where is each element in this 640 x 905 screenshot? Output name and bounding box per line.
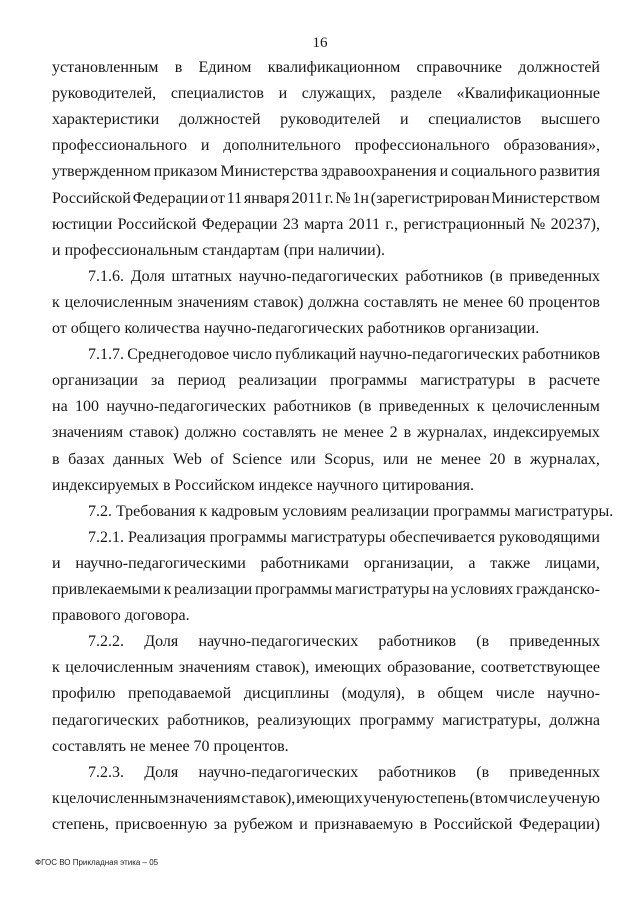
text-line: составлять не менее 70 процентов.	[52, 737, 289, 755]
text-line: правового договора.	[52, 607, 190, 625]
text-line: 7.2.2. Доля научно-педагогических работников (в приведенных	[88, 633, 600, 651]
text-line: 7.2.3. Доля научно-педагогических работников (в приведенных	[88, 763, 600, 781]
text-line: педагогических работников, реализующих программу магистратуры, должна	[52, 711, 600, 729]
text-line: 7.1.6. Доля штатных научно-педагогических работников (в приведенных	[88, 267, 600, 285]
text-line: 7.2. Требования к кадровым условиям реализации программы магистратуры.	[88, 502, 614, 520]
text-line: к целочисленным значениям ставок), имеющих ученую степень (в том числе ученую	[52, 789, 600, 807]
text-line: и профессиональным стандартам (при наличии).	[52, 241, 385, 259]
text-line: на 100 научно-педагогических работников (в приведенных к целочисленным	[52, 398, 600, 416]
text-line: юстиции Российской Федерации 23 марта 2011 г., регистрационный № 20237),	[52, 215, 600, 233]
text-line: в базах данных Web of Science или Scopus, или не менее 20 в журналах,	[52, 450, 600, 468]
text-line: степень, присвоенную за рубежом и признаваемую в Российской Федерации)	[52, 815, 600, 833]
text-line: характеристики должностей руководителей и специалистов высшего	[52, 111, 600, 129]
text-line: значениям ставок) должно составлять не менее 2 в журналах, индексируемых	[52, 424, 600, 442]
text-line: установленным в Едином квалификационном справочнике должностей	[52, 59, 600, 76]
text-line: организации за период реализации программы магистратуры в расчете	[52, 372, 600, 390]
text-line: от общего количества научно-педагогических работников организации.	[52, 320, 540, 337]
text-line: и научно-педагогическими работниками организации, а также лицами,	[52, 554, 600, 572]
text-line: профессионального и дополнительного профессионального образования»,	[52, 137, 600, 155]
text-line: Российской Федерации от 11 января 2011 г. № 1н (зарегистрирован Министерством	[52, 189, 600, 207]
page-number: 16	[312, 35, 328, 51]
text-line: утвержденном приказом Министерства здравоохранения и социального развития	[52, 163, 600, 181]
text-line: руководителей, специалистов и служащих, разделе «Квалификационные	[52, 85, 600, 103]
text-line: 7.1.7. Среднегодовое число публикаций научно-педагогических работников	[88, 346, 600, 364]
text-line: профилю преподаваемой дисциплины (модуля), в общем числе научно-	[52, 685, 600, 703]
footer-label: ФГОС ВО Прикладная этика – 05	[35, 858, 159, 867]
text-line: привлекаемыми к реализации программы магистратуры на условиях гражданско-	[52, 581, 600, 598]
text-line: индексируемых в Российском индексе научного цитирования.	[52, 476, 475, 494]
text-line: 7.2.1. Реализация программы магистратуры обеспечивается руководящими	[88, 528, 600, 546]
text-line: к целочисленным значениям ставок) должна составлять не менее 60 процентов	[52, 293, 600, 311]
text-line: к целочисленным значениям ставок), имеющих образование, соответствующее	[52, 659, 600, 677]
